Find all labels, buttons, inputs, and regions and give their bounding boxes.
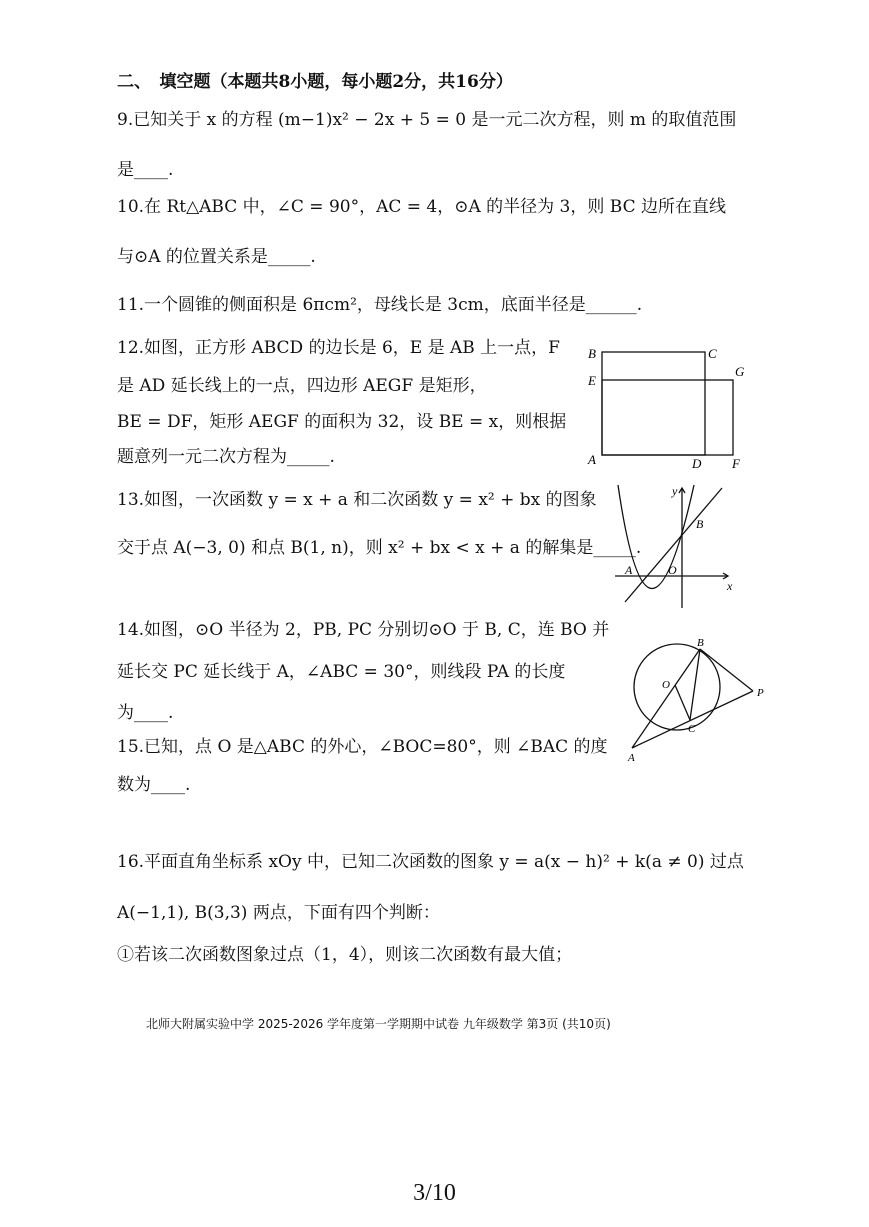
q9-line2: 是____. (117, 160, 174, 180)
label-O: O (662, 679, 670, 691)
q16-line2: A(−1,1), B(3,3) 两点，下面有四个判断： (117, 903, 440, 923)
label-B: B (588, 346, 596, 361)
q16-line1: 16.平面直角坐标系 xOy 中，已知二次函数的图象 y = a(x − h)² + k(a ≠ 0) 过点 (117, 852, 744, 872)
q15-line1: 15.已知，点 O 是△ABC 的外心，∠BOC=80°，则 ∠BAC 的度 (117, 737, 608, 757)
label-E: E (588, 373, 596, 388)
segment-oc (675, 685, 690, 720)
label-A: A (588, 452, 596, 467)
q13-line1: 13.如图，一次函数 y = x + a 和二次函数 y = x² + bx 的图象 (117, 490, 597, 510)
circle-o (634, 644, 720, 730)
q13-figure (610, 480, 740, 610)
label-C: C (708, 346, 717, 361)
q14-figure (620, 635, 770, 765)
q12-line2: 是 AD 延长线上的一点，四边形 AEGF 是矩形， (117, 376, 487, 396)
q14-line3: 为____. (117, 703, 174, 723)
label-x: x (727, 579, 733, 593)
q14-line2: 延长交 PC 延长线于 A，∠ABC = 30°，则线段 PA 的长度 (117, 662, 566, 682)
label-P: P (757, 687, 764, 699)
label-G: G (735, 364, 745, 379)
label-F: F (732, 456, 740, 471)
q9-line1: 9.已知关于 x 的方程 (m−1)x² − 2x + 5 = 0 是一元二次方程，则 m 的取值范围 (117, 110, 737, 130)
q16-line3: ①若该二次函数图象过点（1，4），则该二次函数有最大值； (117, 945, 573, 965)
q15-line2: 数为____. (117, 775, 191, 795)
q12-line4: 题意列一元二次方程为_____. (117, 447, 335, 467)
label-O: O (668, 563, 677, 577)
q10-line2: 与⊙A 的位置关系是_____. (117, 247, 316, 267)
rect-aegf (602, 380, 733, 455)
page-number: 3/10 (413, 1180, 456, 1206)
q12-line1: 12.如图，正方形 ABCD 的边长是 6，E 是 AB 上一点，F (117, 338, 560, 358)
label-D: D (692, 456, 702, 471)
label-A: A (628, 752, 635, 764)
label-B: B (696, 517, 704, 531)
line-graph (625, 488, 722, 602)
label-A: A (625, 563, 633, 577)
segment-bc (690, 649, 700, 720)
section-title: 二、 填空题（本题共8小题，每小题2分，共16分） (117, 72, 513, 92)
q12-figure (580, 340, 750, 475)
label-B: B (697, 637, 704, 649)
label-y: y (672, 484, 678, 498)
q11-line1: 11.一个圆锥的侧面积是 6πcm²，母线长是 3cm，底面半径是______. (117, 295, 643, 315)
q14-line1: 14.如图，⊙O 半径为 2，PB, PC 分别切⊙O 于 B, C，连 BO 并 (117, 620, 610, 640)
label-C: C (688, 723, 696, 735)
footer: 北师大附属实验中学 2025-2026 学年度第一学期期中试卷 九年级数学 第3页 (共10页) (146, 1017, 611, 1031)
segment-pb (700, 649, 753, 691)
q10-line1: 10.在 Rt△ABC 中，∠C = 90°，AC = 4，⊙A 的半径为 3，则 BC 边所在直线 (117, 197, 726, 217)
q13-line2: 交于点 A(−3, 0) 和点 B(1, n)，则 x² + bx < x + a 的解集是_____. (117, 538, 642, 558)
square-abcd (602, 352, 705, 455)
q12-line3: BE = DF，矩形 AEGF 的面积为 32，设 BE = x，则根据 (117, 412, 567, 432)
